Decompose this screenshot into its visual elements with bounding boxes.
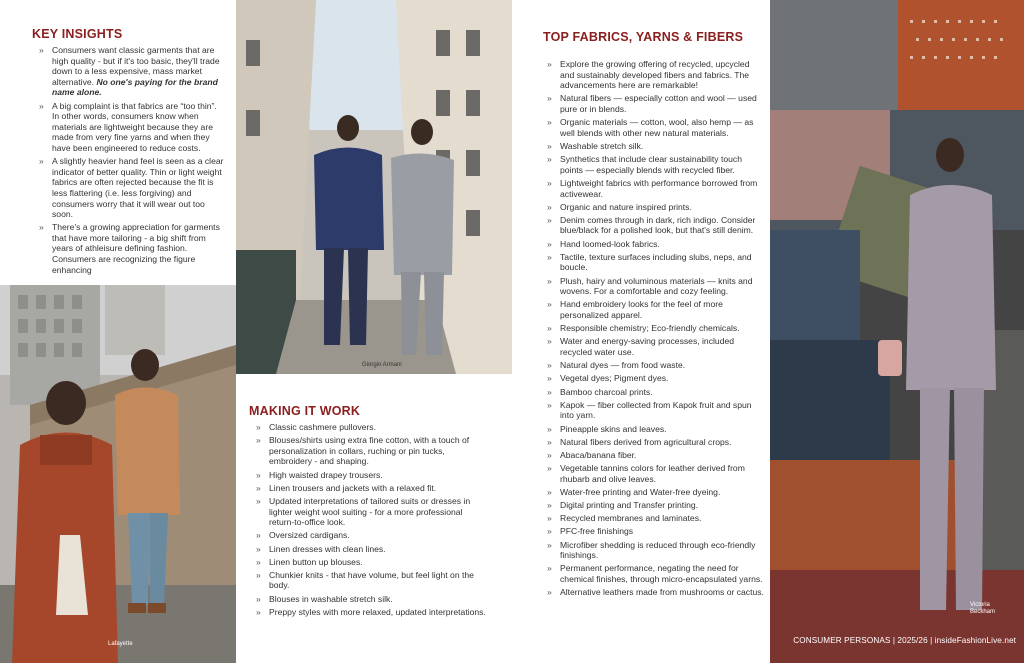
fabric-collage-image [770, 0, 1024, 663]
list-item: » PFC-free finishings [544, 526, 764, 537]
top-fabrics-list [544, 59, 764, 600]
key-insights-title: KEY INSIGHTS [32, 27, 123, 41]
list-item: » Abaca/banana fiber. [544, 450, 764, 461]
giorgio-caption: Giorgio Armani [362, 362, 402, 368]
list-item: » Blouses in washable stretch silk. [253, 594, 489, 605]
list-item: » Hand embroidery looks for the feel of more personalized apparel. [544, 299, 764, 320]
making-it-work-list [253, 422, 489, 620]
list-item: » Natural dyes — from food waste. [544, 360, 764, 371]
victoria-caption: Victoria Beckham [970, 602, 996, 615]
list-item: » Microfiber shedding is reduced through eco-friendly finishings. [544, 540, 764, 561]
list-item: » There's a growing appreciation for garments that have more tailoring - a big shift from years of athleisure defining fashion. Consumers are recognizing the figure enhancing [36, 222, 226, 275]
list-item: » Plush, hairy and voluminous materials — knits and wovens. For a comfortable and cozy feeling. [544, 276, 764, 297]
list-item: » Consumers want classic garments that are high quality - but if it's too basic, they'll trade down to a less expensive, mass market alternative. No one's paying for the brand name alone. [36, 45, 226, 98]
list-item: » Natural fibers — especially cotton and wool — used pure or in blends. [544, 93, 764, 114]
fabric-collage-photo [770, 0, 1024, 663]
list-item: » Digital printing and Transfer printing. [544, 500, 764, 511]
key-insights-panel [0, 0, 236, 285]
list-item: » Oversized cardigans. [253, 530, 489, 541]
list-item: » Vegetable tannins colors for leather derived from rhubarb and olive leaves. [544, 463, 764, 484]
list-item: » Hand loomed-look fabrics. [544, 239, 764, 250]
list-item: » A slightly heavier hand feel is seen as a clear indicator of better quality. Thin or light weight fabrics are often rejected because the fit is less flattering (i.e. less forgiving) and consumers worry that it will wear out too soon. [36, 156, 226, 220]
list-item: » Preppy styles with more relaxed, updated interpretations. [253, 607, 489, 618]
top-fabrics-title: TOP FABRICS, YARNS & FIBERS [543, 30, 744, 44]
list-item: » Vegetal dyes; Pigment dyes. [544, 373, 764, 384]
street-scene-image [0, 285, 236, 663]
list-item: » Organic and nature inspired prints. [544, 202, 764, 213]
list-item: » Updated interpretations of tailored suits or dresses in lighter weight wool suiting - for a more professional return-to-office look. [253, 496, 489, 528]
key-insights-list [36, 45, 226, 278]
list-item: » Organic materials — cotton, wool, also hemp — as well blends with other new natural materials. [544, 117, 764, 138]
giorgio-armani-photo [236, 0, 512, 374]
list-item: » Permanent performance, negating the need for chemical finishes, through micro-encapsulated yarns. [544, 563, 764, 584]
list-item: » Classic cashmere pullovers. [253, 422, 489, 433]
list-item: » Tactile, texture surfaces including slubs, neps, and boucle. [544, 252, 764, 273]
lafayette-photo [0, 285, 236, 663]
list-item: » Denim comes through in dark, rich indigo. Consider blue/black for a polished look, but that's still denim. [544, 215, 764, 236]
list-item: » Alternative leathers made from mushrooms or cactus. [544, 587, 764, 598]
lafayette-caption: Lafayette [108, 641, 133, 647]
list-item: » Water and energy-saving processes, included recycled water use. [544, 336, 764, 357]
list-item: » Chunkier knits - that have volume, but feel light on the body. [253, 570, 489, 591]
list-item: » Synthetics that include clear sustainability touch points — especially blends with recycled fiber. [544, 154, 764, 175]
alley-scene-image [236, 0, 512, 374]
list-item: » Responsible chemistry; Eco-friendly chemicals. [544, 323, 764, 334]
list-item: » Washable stretch silk. [544, 141, 764, 152]
list-item: » Water-free printing and Water-free dyeing. [544, 487, 764, 498]
list-item: » Linen trousers and jackets with a relaxed fit. [253, 483, 489, 494]
list-item: » Linen dresses with clean lines. [253, 544, 489, 555]
list-item: » Pineapple skins and leaves. [544, 424, 764, 435]
list-item: » Blouses/shirts using extra fine cotton, with a touch of personalization in collars, ruching or pin tucks, embroidery - and shaping. [253, 435, 489, 467]
list-item: » Explore the growing offering of recycled, upcycled and sustainably developed fibers and fabrics. The advancements here are remarkable! [544, 59, 764, 91]
making-it-work-panel [236, 374, 512, 663]
list-item: » High waisted drapey trousers. [253, 470, 489, 481]
list-item: » Recycled membranes and laminates. [544, 513, 764, 524]
list-item: » A big complaint is that fabrics are “too thin”. In other words, consumers know when materials are lightweight because they are made from very fine yarns and when they have been engineered to reduce costs. [36, 101, 226, 154]
top-fabrics-panel [512, 0, 770, 663]
making-it-work-title: MAKING IT WORK [249, 404, 361, 418]
list-item: » Kapok — fiber collected from Kapok fruit and spun into yarn. [544, 400, 764, 421]
list-item: » Natural fibers derived from agricultural crops. [544, 437, 764, 448]
list-item: » Linen button up blouses. [253, 557, 489, 568]
list-item: » Bamboo charcoal prints. [544, 387, 764, 398]
footer-text: CONSUMER PERSONAS | 2025/26 | insideFashionLive.net [793, 636, 1016, 645]
list-item: » Lightweight fabrics with performance borrowed from activewear. [544, 178, 764, 199]
